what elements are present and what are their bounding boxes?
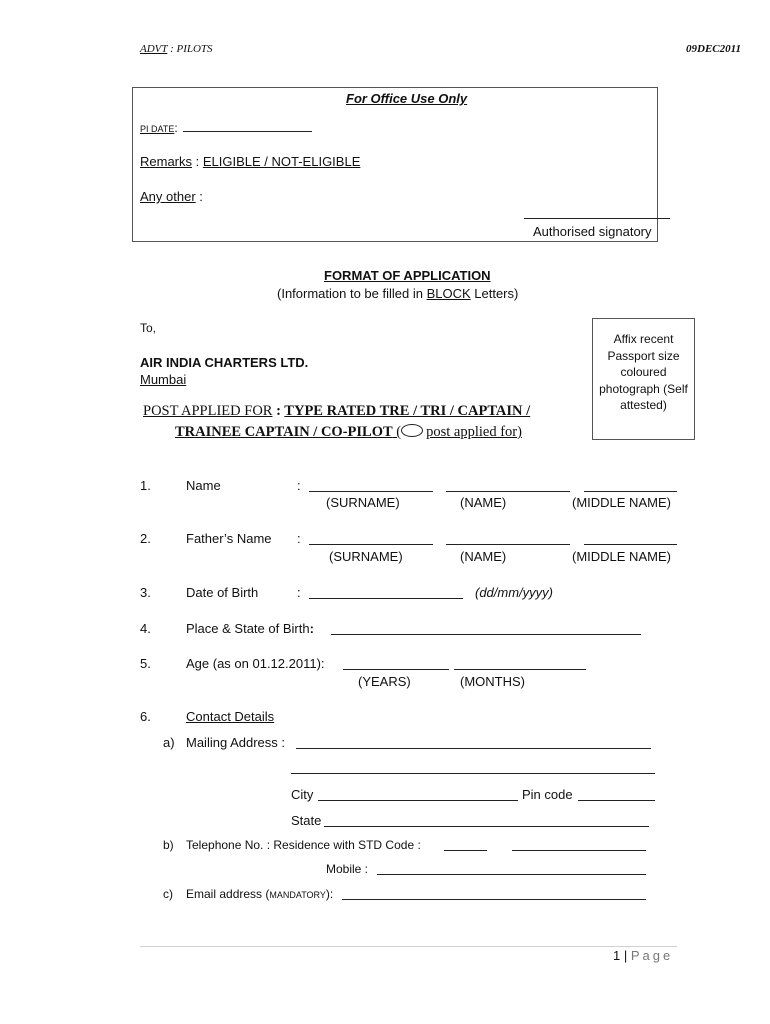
email-after: ): — [325, 887, 334, 901]
birth-place-field[interactable] — [331, 634, 641, 635]
age-years-field[interactable] — [343, 669, 449, 670]
dob-format: (dd/mm/yyyy) — [475, 585, 553, 600]
name-middle-caption: (MIDDLE NAME) — [572, 495, 671, 510]
page-label: Page — [630, 948, 674, 963]
field-5-number: 5. — [140, 656, 151, 671]
city-label: City — [291, 787, 314, 802]
email-before: Email address ( — [186, 887, 270, 901]
mailing-address-field-1[interactable] — [296, 748, 651, 749]
post-label: POST APPLIED FOR — [143, 403, 273, 419]
page-sep: | — [623, 948, 628, 963]
remarks-sep: : — [192, 154, 203, 169]
field-1-label: Name — [186, 478, 221, 493]
item-a-label: a) — [163, 735, 175, 750]
name-name-caption: (NAME) — [460, 495, 507, 510]
name-middle-field[interactable] — [584, 491, 677, 492]
advt-label: ADVT — [140, 43, 168, 55]
authorised-signatory: Authorised signatory — [533, 224, 652, 239]
field-5-label: Age (as on 01.12.2011): — [186, 656, 325, 671]
header-advt — [140, 43, 213, 55]
city-field[interactable] — [318, 800, 518, 801]
post-line-1 — [143, 403, 530, 420]
any-other-label: Any other — [140, 189, 196, 204]
footer-rule — [140, 946, 677, 947]
dob-field[interactable] — [309, 598, 463, 599]
field-3-number: 3. — [140, 585, 151, 600]
oval-mark-icon — [401, 424, 423, 437]
email-field[interactable] — [342, 899, 646, 900]
subtitle-block: BLOCK — [426, 286, 471, 301]
father-name-field[interactable] — [446, 544, 570, 545]
item-b-label: b) — [163, 838, 174, 852]
subtitle-after: Letters) — [470, 286, 519, 301]
std-code-field[interactable] — [444, 850, 487, 851]
remarks-row — [140, 154, 360, 169]
field-1-colon: : — [297, 478, 301, 493]
field-2-label: Father’s Name — [186, 531, 272, 546]
pi-date-field[interactable] — [183, 131, 312, 132]
pi-date-label — [140, 121, 178, 135]
age-months-field[interactable] — [454, 669, 586, 670]
post-open: ( — [392, 424, 402, 440]
email-label — [186, 887, 333, 901]
remarks-label: Remarks — [140, 154, 193, 169]
advt-post: PILOTS — [176, 43, 213, 55]
field-4-colon: : — [309, 621, 314, 636]
field-6-label: Contact Details — [186, 709, 275, 724]
telephone-label: Telephone No. : Residence with STD Code : — [186, 838, 421, 852]
page-number: 1 — [613, 948, 621, 963]
post-options-1: TYPE RATED TRE / TRI / CAPTAIN / — [284, 403, 531, 419]
field-4-text: Place & State of Birth — [186, 621, 310, 636]
signatory-line[interactable] — [524, 218, 670, 219]
field-2-colon: : — [297, 531, 301, 546]
post-sep: : — [272, 403, 285, 419]
father-middle-caption: (MIDDLE NAME) — [572, 549, 671, 564]
age-months-caption: (MONTHS) — [460, 674, 525, 689]
email-mandatory: MANDATORY — [269, 890, 326, 900]
remarks-value: ELIGIBLE / NOT-ELIGIBLE — [202, 154, 361, 169]
field-2-number: 2. — [140, 531, 151, 546]
subtitle-before: (Information to be filled in — [277, 286, 427, 301]
advt-sep: : — [167, 43, 177, 55]
pin-code-label: Pin code — [522, 787, 573, 802]
photo-instructions: Affix recent Passport size coloured photograph (Self attested) — [599, 332, 688, 412]
pi-date-colon: : — [174, 121, 178, 135]
office-use-title: For Office Use Only — [346, 91, 468, 106]
field-3-colon: : — [297, 585, 301, 600]
mobile-field[interactable] — [377, 874, 646, 875]
post-line-2 — [175, 424, 522, 441]
pin-code-field[interactable] — [578, 800, 655, 801]
any-other-sep: : — [195, 189, 203, 204]
any-other-row — [140, 189, 203, 204]
format-subtitle — [277, 286, 518, 301]
name-surname-caption: (SURNAME) — [326, 495, 400, 510]
item-c-label: c) — [163, 887, 173, 901]
field-3-label: Date of Birth — [186, 585, 259, 600]
post-options-2: TRAINEE CAPTAIN / CO-PILOT — [175, 424, 393, 440]
age-years-caption: (YEARS) — [358, 674, 411, 689]
format-title: FORMAT OF APPLICATION — [324, 268, 491, 283]
page-footer — [613, 948, 673, 963]
company-name: AIR INDIA CHARTERS LTD. — [140, 355, 309, 370]
state-field[interactable] — [324, 826, 649, 827]
mailing-address-field-2[interactable] — [291, 773, 655, 774]
post-note: post applied for) — [426, 424, 522, 440]
residence-phone-field[interactable] — [512, 850, 646, 851]
field-4-number: 4. — [140, 621, 151, 636]
photo-box[interactable] — [592, 318, 695, 440]
field-1-number: 1. — [140, 478, 151, 493]
name-surname-field[interactable] — [309, 491, 433, 492]
mobile-label: Mobile : — [326, 862, 369, 876]
to-label: To, — [140, 321, 157, 335]
company-city: Mumbai — [140, 372, 187, 387]
field-4-label — [186, 621, 314, 636]
father-name-caption: (NAME) — [460, 549, 507, 564]
pi-date-text: PI DATE — [140, 124, 175, 134]
header-date: 09DEC2011 — [686, 43, 742, 55]
field-6-number: 6. — [140, 709, 151, 724]
mailing-address-label: Mailing Address : — [186, 735, 285, 750]
father-surname-caption: (SURNAME) — [329, 549, 403, 564]
state-label: State — [291, 813, 322, 828]
name-name-field[interactable] — [446, 491, 570, 492]
father-middle-field[interactable] — [584, 544, 677, 545]
father-surname-field[interactable] — [309, 544, 433, 545]
